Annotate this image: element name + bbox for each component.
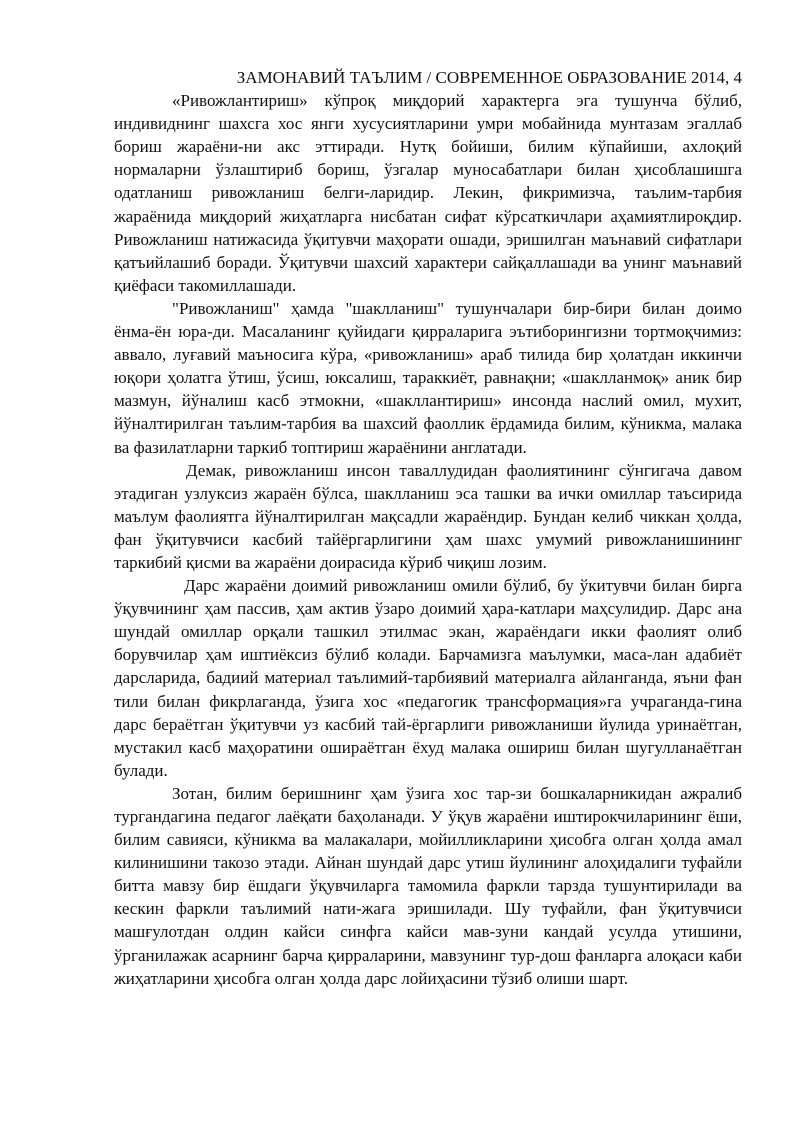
journal-header: ЗАМОНАВИЙ ТАЪЛИМ / СОВРЕМЕННОЕ ОБРАЗОВАНИЕ 2014, 4 <box>236 68 742 87</box>
paragraph-teaching-style: Зотан, билим беришнинг ҳам ўзига хос тар-зи бошкаларникидан ажралиб тургандагина педагог лаёқати баҳоланади. У ўқув жараёни иштирокчиларининг ёши, билим савияси, кўникма ва малакалари, мойилликларини ҳисобга олган ҳолда амал килинишини такозо этади. Айнан шундай дарс утиш йулининг алоҳидалиги туфайли битта мавзу бир ёшдаги ўқувчиларга тамомила фаркли тарзда тушунтирилади ва кескин фаркли таълимий нати-жага эришилади. Шу туфайли, фан ўқитувчиси машғулотдан олдин кайси синфга кайси мав-зуни кандай усулда утишини, ўрганилажак асарнинг барча қирраларини, мавзунинг тур-дош фанларга алоқаси каби жиҳатларини ҳисобга олган ҳолда дарс лойиҳасини тўзиб олиши шарт. <box>114 783 742 988</box>
paragraph-continuous-process: Демак, ривожланиш инсон таваллудидан фаолиятининг сўнгигача давом этадиган узлуксиз жараён бўлса, шаклланиш эса ташки ва ички омиллар таъсирида маълум фаолиятга йўналтирилган мақсадли жараёндир. Бундан келиб чиккан ҳолда, фан ўқитувчиси касбий тайёргарлигини ҳам шахс умумий ривожланишининг таркибий қисми ва жараёни доирасида кўриб чиқиш лозим. <box>114 460 742 572</box>
paragraph-lesson-process: Дарс жараёни доимий ривожланиш омили бўлиб, бу ўкитувчи билан бирга ўқувчининг ҳам пассив, ҳам актив ўзаро доимий ҳара-катлари маҳсулидир. Дарс ана шундай омиллар орқали ташкил этилмас экан, жараёндаги икки фаолият олиб борувчилар ҳам иштиёксиз бўлиб колади. Барчамизга маълумки, маса-лан адабиёт дарсларида, бадиий материал таълимий-тарбиявий материалга айланганда, яъни фан тили билан фикрлаганда, ўзига хос «педагогик трансформация»га учраганда-гина дарс бераётган ўқитувчи уз касбий тай-ёргарлиги ривожланиши йулида уринаётган, мустакил касб маҳоратини ошираётган ёхуд малака ошириш билан шугулланаётган булади. <box>114 576 742 780</box>
paragraph-development-definition: «Ривожлантириш» кўпроқ миқдорий характерга эга тушунча бўлиб, индивиднинг шахсга хос янги хусусиятларини умри мобайнида мунтазам эгаллаб бориш жараёни-ни акс эттиради. Нутқ бойиши, билим кўпайиши, ахлоқий нормаларни ўзлаштириб бориш, ўзгалар муносабатлари билан ҳисоблашишга одатланиш ривожланиш белги-ларидир. Лекин, фикримизча, таълим-тарбия жараёнида миқдорий жиҳатларга нисбатан сифат кўрсаткичлари аҳамиятлироқдир. Ривожланиш натижасида ўқитувчи маҳорати ошади, эришилган маънавий сифатлари қатъийлашиб боради. Ўқитувчи шахсий характери сайқаллашади ва унинг маънавий қиёфаси такомиллашади. <box>114 91 742 295</box>
paragraph-development-formation: "Ривожланиш" ҳамда "шаклланиш" тушунчалари бир-бири билан доимо ёнма-ён юра-ди. Масаланинг қуйидаги қирраларига эътиборингизни тортмоқчимиз: аввало, луғавий маъносига кўра, «ривожланиш» араб тилида бир ҳолатдан иккинчи юқори ҳолатга ўтиш, ўсиш, юксалиш, тараккиёт, равнақни; «шаклланмоқ» аник бир мазмун, йўналиш касб этмокни, «шакллантириш» инсонда наслий омил, мухит, йўналтирилган таълим-тарбия ва шахсий фаоллик ёрдамида билим, кўникма, малака ва фазилатларни таркиб топтириш жараёнини англатади. <box>114 298 742 457</box>
document-page <box>114 66 742 990</box>
